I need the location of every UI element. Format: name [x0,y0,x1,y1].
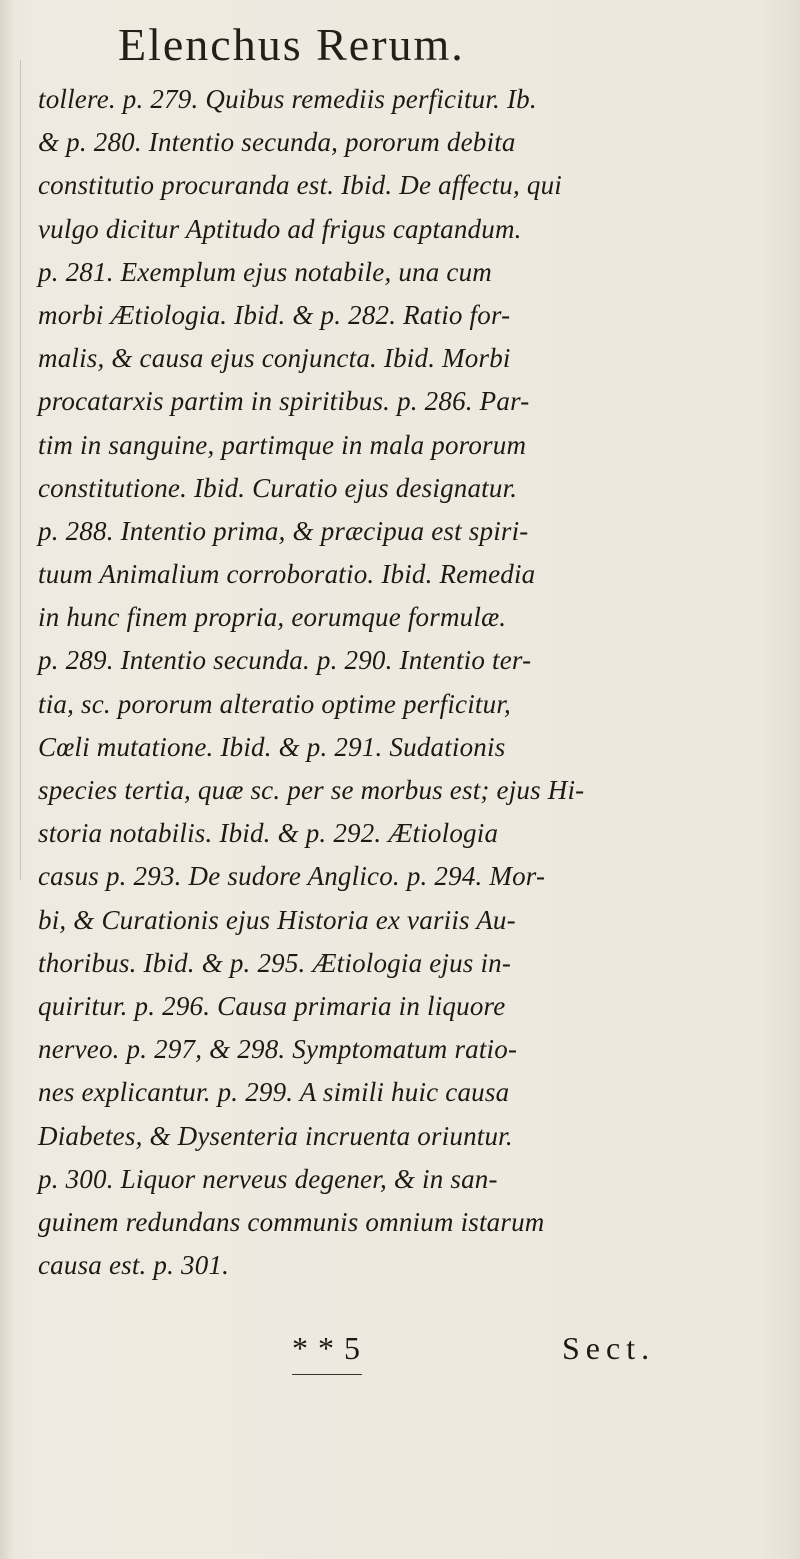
text-line: morbi Ætiologia. Ibid. & p. 282. Ratio for- [38,299,511,330]
catchword: Sect. [562,1330,656,1366]
text-line: p. 281. Exemplum ejus notabile, una cum [38,256,492,287]
text-line: procatarxis partim in spiritibus. p. 286. Par- [38,386,530,417]
text-line: p. 300. Liquor nerveus degener, & in san- [38,1163,498,1194]
text-line: constitutio procuranda est. Ibid. De affectu, qui [38,170,562,201]
text-line: tuum Animalium corroboratio. Ibid. Remedia [38,559,536,590]
text-line: tollere. p. 279. Quibus remediis perficitur. Ib. [38,84,537,114]
text-line: quiritur. p. 296. Causa primaria in liquore [38,990,506,1021]
text-line: tim in sanguine, partimque in mala pororum [38,429,527,460]
text-line: in hunc finem propria, eorumque formulæ. [38,602,507,633]
text-line: malis, & causa ejus conjuncta. Ibid. Morbi [38,343,511,374]
text-line: bi, & Curationis ejus Historia ex variis Au- [38,904,516,935]
text-line: & p. 280. Intentio secunda, pororum debita [38,127,516,158]
signature-underline [292,1374,362,1375]
text-line: nes explicantur. p. 299. A simili huic causa [38,1077,510,1108]
text-line: thoribus. Ibid. & p. 295. Ætiologia ejus in- [38,947,512,978]
text-line: p. 288. Intentio prima, & præcipua est spiri- [38,515,529,546]
text-line: casus p. 293. De sudore Anglico. p. 294. Mor- [38,861,546,892]
gutter-shadow [20,60,21,880]
running-head: Elenchus Rerum. [118,19,465,70]
signature-mark: * * 5 [292,1330,361,1366]
text-line: Diabetes, & Dysenteria incruenta oriuntur. [38,1120,513,1151]
text-line: vulgo dicitur Aptitudo ad frigus captandum. [38,213,522,244]
text-line: nerveo. p. 297, & 298. Symptomatum ratio- [38,1034,518,1065]
text-line: species tertia, quæ sc. per se morbus est; ejus Hi- [38,775,585,805]
text-line: constitutione. Ibid. Curatio ejus designatur. [38,472,518,503]
text-line: p. 289. Intentio secunda. p. 290. Intentio ter- [38,645,532,676]
index-text-block [38,78,778,1287]
text-line: tia, sc. pororum alteratio optime perficitur, [38,688,511,719]
text-line: storia notabilis. Ibid. & p. 292. Ætiologia [38,818,499,849]
text-line: causa est. p. 301. [38,1250,230,1281]
text-line: Cœli mutatione. Ibid. & p. 291. Sudationis [38,731,506,762]
text-line: guinem redundans communis omnium istarum [38,1206,545,1237]
page-footer [292,1330,692,1380]
